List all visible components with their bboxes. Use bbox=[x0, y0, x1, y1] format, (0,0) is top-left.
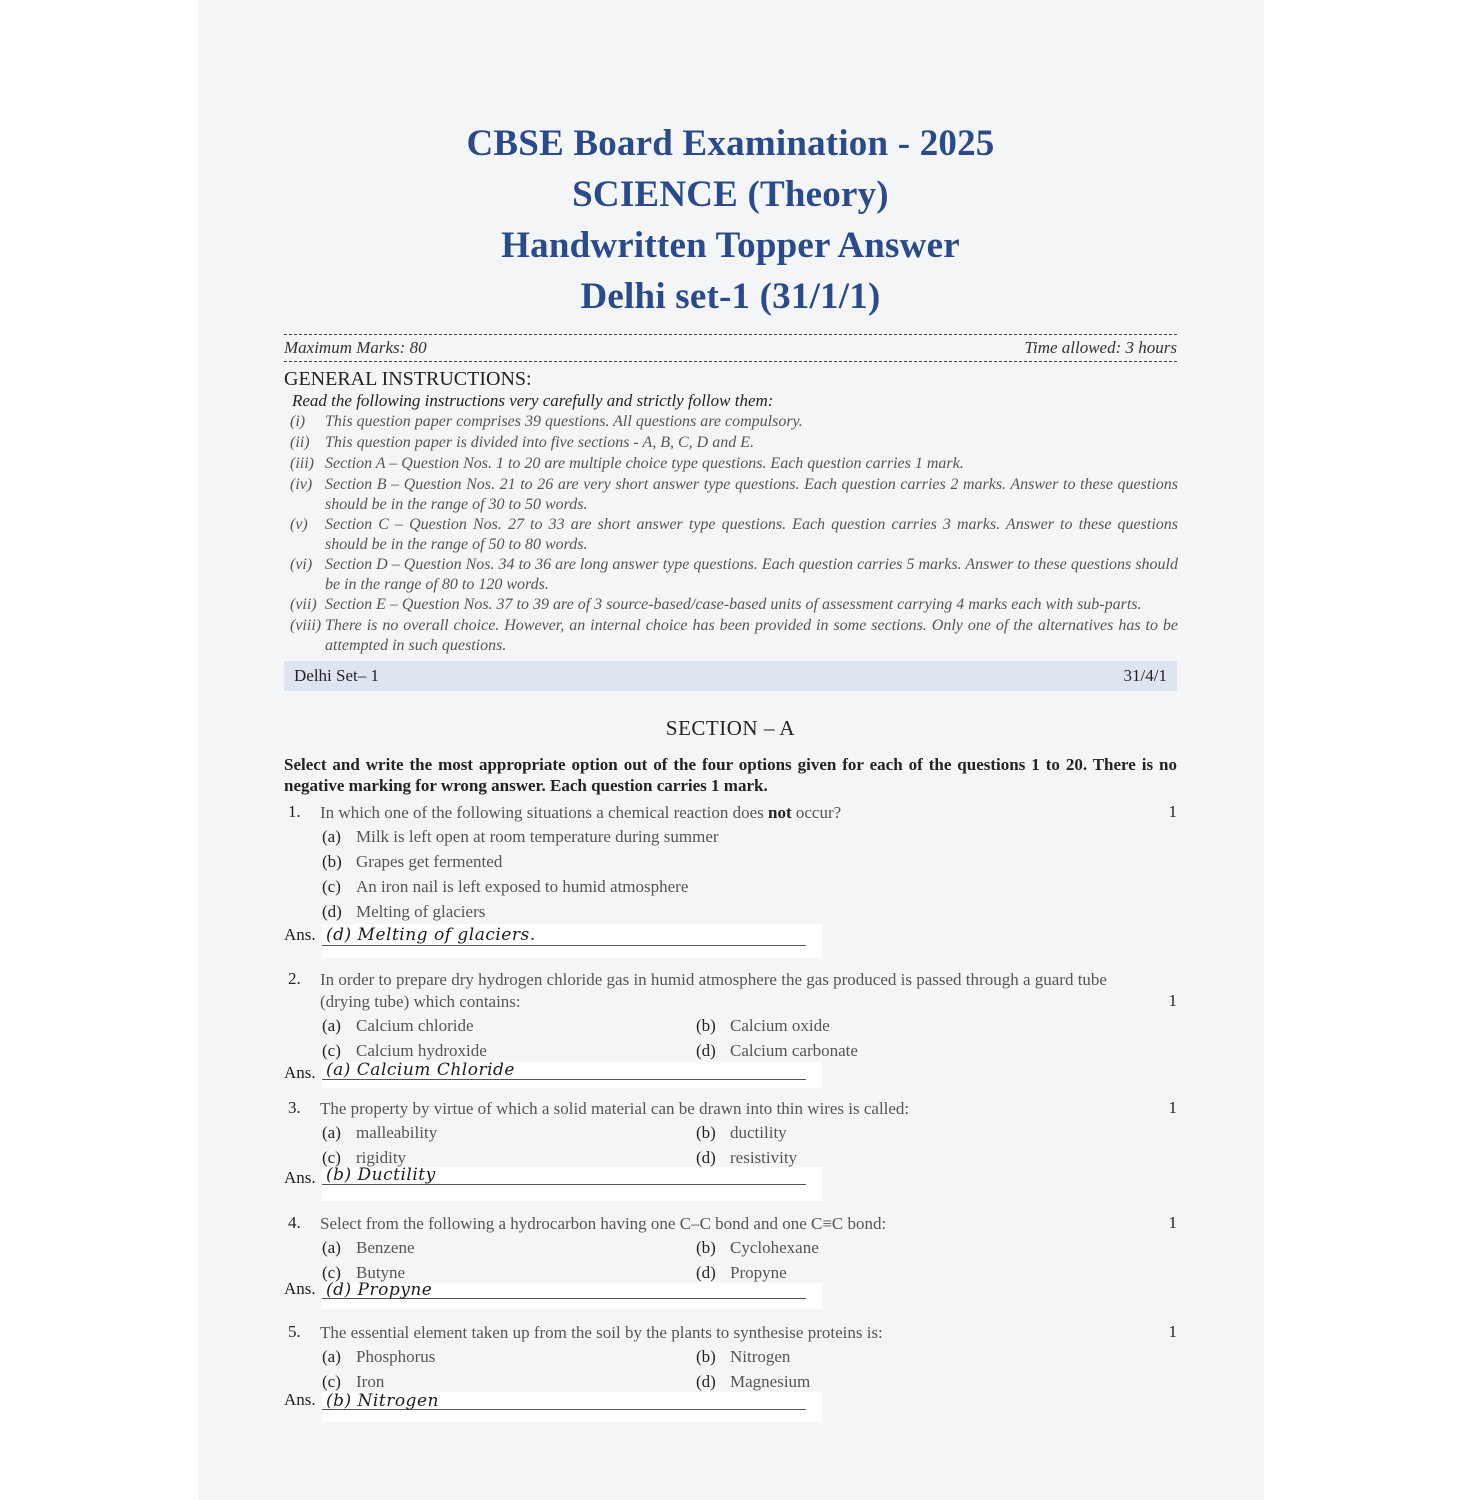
handwritten-answer bbox=[322, 1392, 822, 1422]
question-marks: 1 bbox=[1168, 802, 1177, 821]
marks-time-bar bbox=[284, 334, 1177, 362]
option: (b) Cyclohexane bbox=[696, 1238, 819, 1257]
answer-text: (b) Nitrogen bbox=[326, 1391, 439, 1411]
exam-page bbox=[198, 0, 1264, 1500]
option: (a) Phosphorus bbox=[322, 1347, 436, 1366]
instruction-item bbox=[290, 412, 1178, 432]
question-marks: 1 bbox=[1168, 991, 1177, 1010]
exam-title: CBSE Board Examination - 2025 bbox=[466, 123, 995, 164]
set-label: Delhi Set– 1 bbox=[294, 666, 379, 685]
instruction-number: (viii) bbox=[290, 617, 322, 634]
answer-label: Ans. bbox=[284, 1279, 316, 1298]
option: (c) Butyne bbox=[322, 1263, 406, 1282]
option: (c) Calcium hydroxide bbox=[322, 1041, 487, 1060]
instruction-item bbox=[290, 555, 1178, 595]
question-number: 3. bbox=[288, 1098, 301, 1117]
option: (d) Melting of glaciers bbox=[322, 902, 486, 921]
handwritten-answer bbox=[322, 1062, 822, 1088]
instruction-number: (iv) bbox=[290, 476, 313, 493]
question-marks: 1 bbox=[1168, 1098, 1177, 1117]
instruction-text: Section B – Question Nos. 21 to 26 are very short answer type questions. Each question carries 2 marks. Answer to these questions should be in the range of 30 to 50 words. bbox=[325, 476, 1178, 513]
answer-type-title: Handwritten Topper Answer bbox=[501, 225, 960, 266]
set-code: 31/4/1 bbox=[1123, 666, 1167, 685]
answer-text: (b) Ductility bbox=[326, 1165, 436, 1185]
option: (b) Calcium oxide bbox=[696, 1016, 830, 1035]
maximum-marks: Maximum Marks: 80 bbox=[284, 338, 427, 357]
instruction-item bbox=[290, 515, 1178, 555]
handwritten-answer bbox=[322, 1167, 822, 1201]
instruction-text: This question paper is divided into five sections - A, B, C, D and E. bbox=[325, 434, 754, 451]
option: (d) Propyne bbox=[696, 1263, 787, 1282]
option: (a) Calcium chloride bbox=[322, 1016, 474, 1035]
instruction-text: This question paper comprises 39 questions. All questions are compulsory. bbox=[325, 413, 803, 430]
option: (c) rigidity bbox=[322, 1148, 407, 1167]
option: (d) resistivity bbox=[696, 1148, 798, 1167]
time-allowed: Time allowed: 3 hours bbox=[1024, 338, 1177, 357]
section-instruction: Select and write the most appropriate option out of the four options given for each of the questions 1 to 20. There is no negative marking for wrong answer. Each question carries 1 mark. bbox=[284, 755, 1177, 795]
instruction-number: (iii) bbox=[290, 455, 314, 472]
question-text: The essential element taken up from the soil by the plants to synthesise proteins is: bbox=[320, 1323, 883, 1342]
answer-text: (d) Propyne bbox=[326, 1280, 433, 1300]
instruction-number: (i) bbox=[290, 413, 306, 430]
question-text: Select from the following a hydrocarbon having one C–C bond and one C≡C bond: bbox=[320, 1214, 887, 1233]
answer-label: Ans. bbox=[284, 1168, 316, 1187]
option: (c) An iron nail is left exposed to humid atmosphere bbox=[322, 877, 689, 896]
subject-title: SCIENCE (Theory) bbox=[572, 174, 889, 215]
instruction-number: (vii) bbox=[290, 596, 317, 613]
answer-label: Ans. bbox=[284, 925, 316, 944]
option: (a) malleability bbox=[322, 1123, 438, 1142]
option: (a) Benzene bbox=[322, 1238, 415, 1257]
instruction-text: There is no overall choice. However, an internal choice has been provided in some sections. Only one of the alternatives has to be attempted in such questions. bbox=[325, 617, 1178, 654]
question-marks: 1 bbox=[1168, 1213, 1177, 1232]
section-title: SECTION – A bbox=[665, 716, 796, 740]
option: (d) Magnesium bbox=[696, 1372, 811, 1391]
question-text: The property by virtue of which a solid material can be drawn into thin wires is called: bbox=[320, 1099, 910, 1118]
question-number: 4. bbox=[288, 1213, 301, 1232]
question-text: In order to prepare dry hydrogen chloride gas in humid atmosphere the gas produced is passed through a guard tube (drying tube) which contains: bbox=[320, 970, 1107, 1011]
title-block bbox=[284, 118, 1177, 322]
option: (b) Grapes get fermented bbox=[322, 852, 503, 871]
option: (c) Iron bbox=[322, 1372, 385, 1391]
answer-label: Ans. bbox=[284, 1063, 316, 1082]
general-instructions-intro: Read the following instructions very carefully and strictly follow them: bbox=[292, 391, 774, 410]
set-title: Delhi set-1 (31/1/1) bbox=[580, 276, 881, 317]
question-number: 1. bbox=[288, 802, 301, 821]
instruction-text: Section E – Question Nos. 37 to 39 are of 3 source-based/case-based units of assessment carrying 4 marks each with sub-parts. bbox=[325, 596, 1142, 613]
question-number: 2. bbox=[288, 969, 301, 988]
instruction-number: (ii) bbox=[290, 434, 310, 451]
instruction-item bbox=[290, 475, 1178, 515]
answer-text: (a) Calcium Chloride bbox=[326, 1060, 515, 1080]
instruction-item bbox=[290, 433, 1178, 453]
question-number: 5. bbox=[288, 1322, 301, 1341]
option: (a) Milk is left open at room temperature during summer bbox=[322, 827, 719, 846]
instruction-text: Section C – Question Nos. 27 to 33 are short answer type questions. Each question carries 3 marks. Answer to these questions should be in the range of 50 to 80 words. bbox=[325, 516, 1178, 553]
instruction-text: Section D – Question Nos. 34 to 36 are long answer type questions. Each question carries 5 marks. Answer to these questions should be in the range of 80 to 120 words. bbox=[325, 556, 1178, 593]
option: (d) Calcium carbonate bbox=[696, 1041, 858, 1060]
handwritten-answer bbox=[322, 1280, 822, 1309]
question-text: In which one of the following situations a chemical reaction does not occur? bbox=[320, 803, 842, 822]
general-instructions-heading: GENERAL INSTRUCTIONS: bbox=[284, 368, 532, 390]
instruction-text: Section A – Question Nos. 1 to 20 are multiple choice type questions. Each question carries 1 mark. bbox=[325, 455, 964, 472]
question-marks: 1 bbox=[1168, 1322, 1177, 1341]
option: (b) ductility bbox=[696, 1123, 787, 1142]
answer-text: (d) Melting of glaciers. bbox=[326, 925, 536, 945]
instruction-item bbox=[290, 454, 1178, 474]
answer-label: Ans. bbox=[284, 1390, 316, 1409]
instruction-item bbox=[290, 595, 1178, 615]
instruction-item bbox=[290, 616, 1178, 656]
instruction-number: (v) bbox=[290, 516, 308, 533]
option: (b) Nitrogen bbox=[696, 1347, 791, 1366]
handwritten-answer bbox=[322, 924, 822, 958]
set-code-bar bbox=[284, 661, 1177, 691]
instruction-number: (vi) bbox=[290, 556, 313, 573]
